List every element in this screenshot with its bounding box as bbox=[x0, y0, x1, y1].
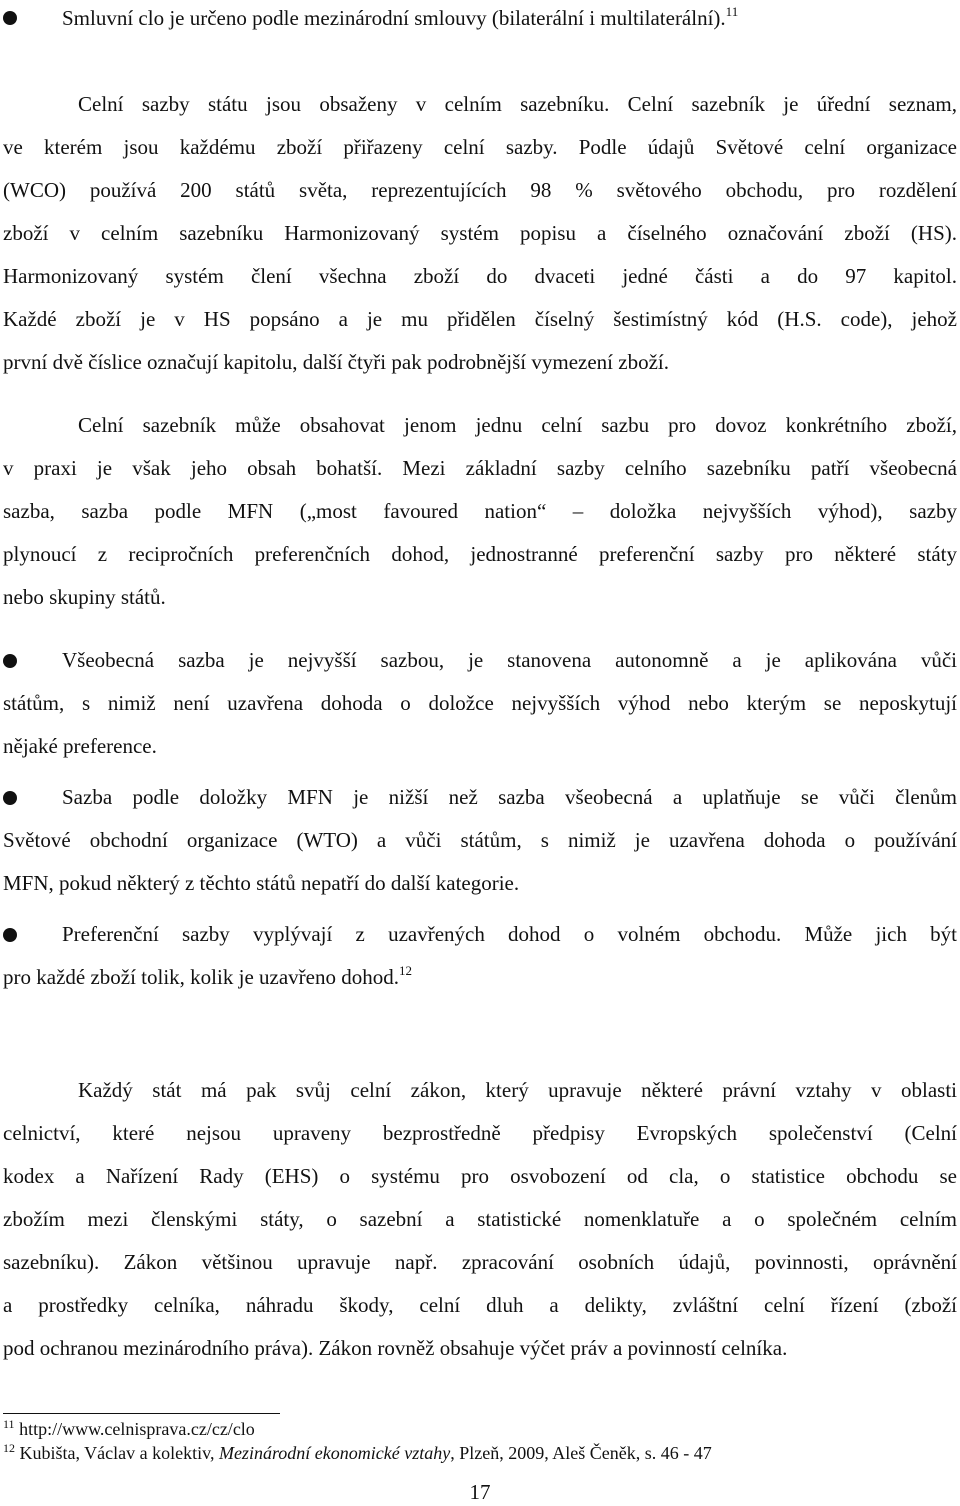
paragraph-3-line-3: kodex a Nařízení Rady (EHS) o systému pro osvobození od cla, o statistice obchodu se bbox=[3, 1164, 957, 1188]
paragraph-2-line-4: plynoucí z recipročních preferenčních dohod, jednostranné preferenční sazby pro některé státy bbox=[3, 542, 957, 566]
paragraph-2-line-2: v praxi je však jeho obsah bohatší. Mezi základní sazby celního sazebníku patří všeobecná bbox=[3, 456, 957, 480]
bullet-2-line-2: státům, s nimiž není uzavřena dohoda o doložce nejvyšších výhod nebo kterým se neposkytují bbox=[3, 691, 957, 715]
footnote-11 bbox=[3, 1418, 255, 1440]
bullet-dot bbox=[3, 11, 17, 25]
bullet-dot bbox=[3, 654, 17, 668]
footnote-ref-12: 12 bbox=[398, 963, 412, 978]
paragraph-1-line-1: Celní sazby státu jsou obsaženy v celním sazebníku. Celní sazebník je úřední seznam, bbox=[78, 92, 957, 116]
footnote-book-title: Mezinárodní ekonomické vztahy bbox=[218, 1443, 451, 1463]
bullet-2-line-3: nějaké preference. bbox=[3, 734, 157, 758]
bullet-3-line-2: Světové obchodní organizace (WTO) a vůči státům, s nimiž je uzavřena dohoda o používání bbox=[3, 828, 957, 852]
bullet-1-text: Smluvní clo je určeno podle mezinárodní smlouvy (bilaterální i multilaterální).$^{11}$ bbox=[62, 4, 739, 30]
paragraph-2-line-5: nebo skupiny států. bbox=[3, 585, 166, 609]
bullet-dot bbox=[3, 928, 17, 942]
footnote-number: 12 bbox=[3, 1441, 15, 1455]
footnote-authors: Kubišta, Václav a kolektiv, bbox=[19, 1443, 215, 1463]
bullet-4-line-1: Preferenční sazby vyplývají z uzavřených dohod o volném obchodu. Může jich být bbox=[62, 922, 957, 946]
footnote-publication: , Plzeň, 2009, Aleš Čeněk, s. 46 - 47 bbox=[450, 1443, 712, 1463]
paragraph-1-line-2: ve kterém jsou každému zboží přiřazeny celní sazby. Podle údajů Světové celní organizace bbox=[3, 135, 957, 159]
paragraph-3-line-2: celnictví, které nejsou upraveny bezprostředně předpisy Evropských společenství (Celní bbox=[3, 1121, 957, 1145]
paragraph-1-line-3: (WCO) používá 200 států světa, reprezentujících 98 % světového obchodu, pro rozdělení bbox=[3, 178, 957, 202]
paragraph-2-line-3: sazba, sazba podle MFN („most favoured nation“ – doložka nejvyšších výhod), sazby bbox=[3, 499, 957, 523]
footnote-separator bbox=[3, 1413, 280, 1414]
bullet-2-line-1: Všeobecná sazba je nejvyšší sazbou, je stanovena autonomně a je aplikována vůči bbox=[62, 648, 957, 672]
footnote-url: http://www.celnisprava.cz/cz/clo bbox=[19, 1419, 255, 1439]
bullet-3-line-3: MFN, pokud některý z těchto států nepatří do další kategorie. bbox=[3, 871, 520, 895]
paragraph-3-line-4: zbožím mezi členskými státy, o sazební a statistické nomenklatuře a o společném celním bbox=[3, 1207, 957, 1231]
paragraph-3-line-5: sazebníku). Zákon většinou upravuje např. zpracování osobních údajů, povinnosti, oprávnění bbox=[3, 1250, 957, 1274]
footnote-12 bbox=[3, 1442, 712, 1464]
paragraph-1-line-5: Harmonizovaný systém člení všechna zboží do dvaceti jedné části a do 97 kapitol. bbox=[3, 264, 957, 288]
paragraph-3-line-6: a prostředky celníka, náhradu škody, celní dluh a delikty, zvláštní celní řízení (zboží bbox=[3, 1293, 957, 1317]
footnote-number: 11 bbox=[3, 1417, 15, 1431]
paragraph-1-line-4: zboží v celním sazebníku Harmonizovaný systém popisu a číselného označování zboží (HS). bbox=[3, 221, 957, 245]
paragraph-3-line-1: Každý stát má pak svůj celní zákon, který upravuje některé právní vztahy v oblasti bbox=[78, 1078, 957, 1102]
page-number: 17 bbox=[469, 1480, 491, 1504]
bullet-dot bbox=[3, 791, 17, 805]
footnote-ref-11: 11 bbox=[725, 4, 739, 19]
paragraph-3-line-7: pod ochranou mezinárodního práva). Zákon rovněž obsahuje výčet práv a povinností celníka. bbox=[3, 1336, 788, 1360]
bullet-3-line-1: Sazba podle doložky MFN je nižší než sazba všeobecná a uplatňuje se vůči členům bbox=[62, 785, 957, 809]
bullet-4-line-2: pro každé zboží tolik, kolik je uzavřeno dohod.$^{12}$ bbox=[3, 963, 412, 989]
paragraph-2-line-1: Celní sazebník může obsahovat jenom jednu celní sazbu pro dovoz konkrétního zboží, bbox=[78, 413, 957, 437]
paragraph-1-line-7: první dvě číslice označují kapitolu, další čtyři pak podrobnější vymezení zboží. bbox=[3, 350, 669, 374]
paragraph-1-line-6: Každé zboží je v HS popsáno a je mu přidělen číselný šestimístný kód (H.S. code), jehož bbox=[3, 307, 957, 331]
